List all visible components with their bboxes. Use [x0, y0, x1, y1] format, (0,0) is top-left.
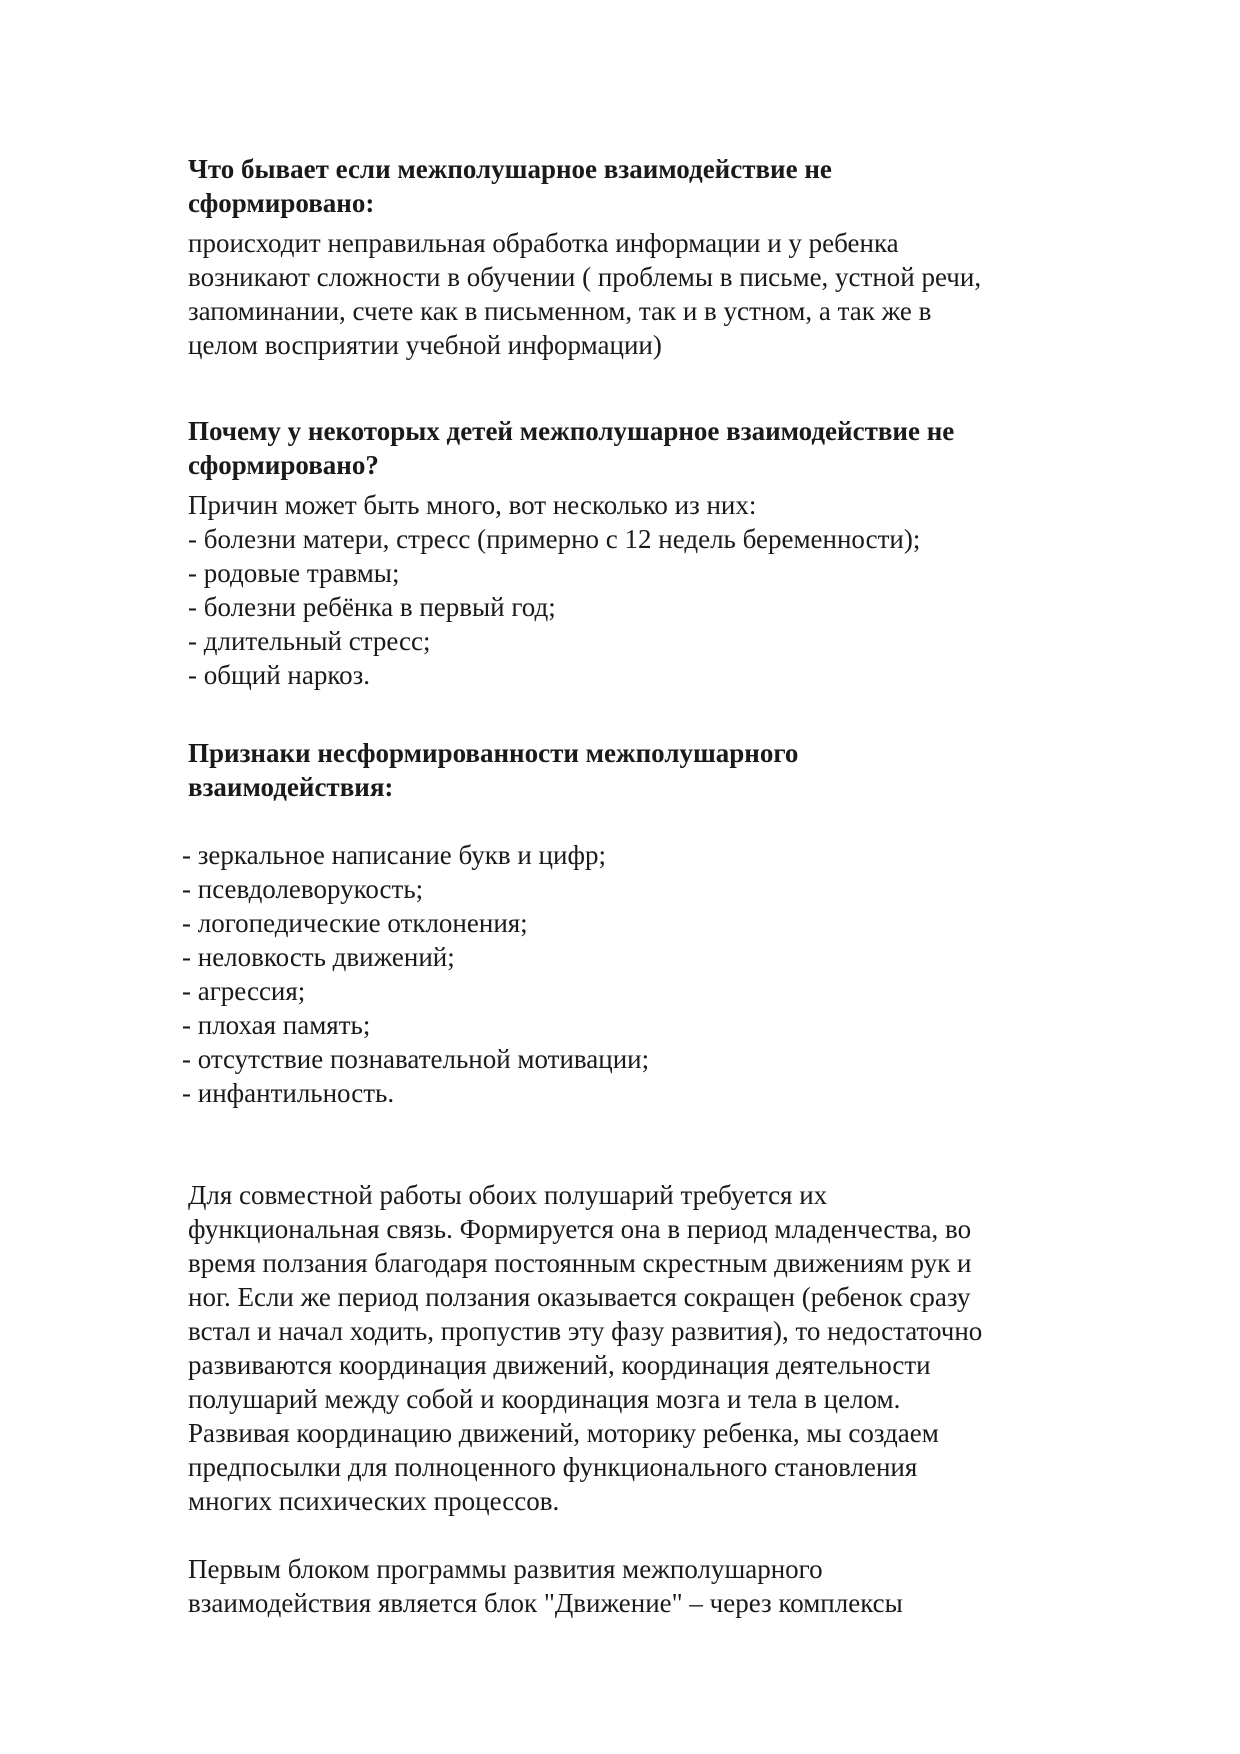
- section-intro: Причин может быть много, вот несколько из них:: [188, 490, 757, 520]
- list-item: - агрессия;: [182, 976, 306, 1006]
- section-heading: [188, 414, 1068, 482]
- list-item: - плохая память;: [182, 1010, 371, 1040]
- paragraph-line: время ползания благодаря постоянным скрестным движениям рук и: [188, 1248, 972, 1278]
- paragraph-line: многих психических процессов.: [188, 1486, 560, 1516]
- list-item: - логопедические отклонения;: [182, 908, 528, 938]
- list-item: - отсутствие познавательной мотивации;: [182, 1044, 650, 1074]
- paragraph-line: ног. Если же период ползания оказывается сокращен (ребенок сразу: [188, 1282, 971, 1312]
- paragraph-line: происходит неправильная обработка информации и у ребенка: [188, 228, 899, 258]
- paragraph-line: предпосылки для полноценного функционального становления: [188, 1452, 918, 1482]
- paragraph-line: встал и начал ходить, пропустив эту фазу развития), то недостаточно: [188, 1316, 983, 1346]
- paragraph-line: развиваются координация движений, координация деятельности: [188, 1350, 931, 1380]
- heading-line: сформировано:: [188, 188, 375, 218]
- section-paragraph: [188, 1552, 1068, 1620]
- section-heading: [188, 736, 1068, 804]
- heading-line: взаимодействия:: [188, 772, 394, 802]
- paragraph-line: Для совместной работы обоих полушарий требуется их: [188, 1180, 828, 1210]
- list-item: - псевдолеворукость;: [182, 874, 424, 904]
- section-causes: [188, 414, 1068, 692]
- list-item: - болезни ребёнка в первый год;: [188, 592, 556, 622]
- paragraph-line: запоминании, счете как в письменном, так и в устном, а так же в: [188, 296, 932, 326]
- causes-list: [188, 522, 1068, 692]
- heading-line: Признаки несформированности межполушарного: [188, 738, 799, 768]
- list-item: - инфантильность.: [182, 1078, 395, 1108]
- section-heading: [188, 152, 1068, 220]
- list-item: - общий наркоз.: [188, 660, 371, 690]
- section-paragraph: [188, 1178, 1068, 1518]
- paragraph-line: целом восприятии учебной информации): [188, 330, 662, 360]
- section-unformed-interaction: [188, 152, 1068, 362]
- list-item: - неловкость движений;: [182, 942, 455, 972]
- paragraph-line: Первым блоком программы развития межполушарного: [188, 1554, 823, 1584]
- section-functional-connection: [188, 1178, 1068, 1518]
- section-paragraph: [188, 226, 1068, 362]
- paragraph-line: функциональная связь. Формируется она в период младенчества, во: [188, 1214, 972, 1244]
- section-signs: [182, 736, 1068, 1110]
- section-program-block: [188, 1552, 1068, 1620]
- list-item: - длительный стресс;: [188, 626, 431, 656]
- paragraph-line: Развивая координацию движений, моторику ребенка, мы создаем: [188, 1418, 939, 1448]
- document-page: [182, 152, 1068, 1620]
- paragraph-line: полушарий между собой и координация мозга и тела в целом.: [188, 1384, 901, 1414]
- paragraph-line: взаимодействия является блок "Движение" – через комплексы: [188, 1588, 903, 1618]
- list-item: - родовые травмы;: [188, 558, 400, 588]
- list-item: - болезни матери, стресс (примерно с 12 недель беременности);: [188, 524, 921, 554]
- heading-line: Что бывает если межполушарное взаимодействие не: [188, 154, 832, 184]
- paragraph-line: возникают сложности в обучении ( проблемы в письме, устной речи,: [188, 262, 982, 292]
- signs-list: [182, 838, 1068, 1110]
- heading-line: сформировано?: [188, 450, 379, 480]
- heading-line: Почему у некоторых детей межполушарное взаимодействие не: [188, 416, 955, 446]
- list-item: - зеркальное написание букв и цифр;: [182, 840, 606, 870]
